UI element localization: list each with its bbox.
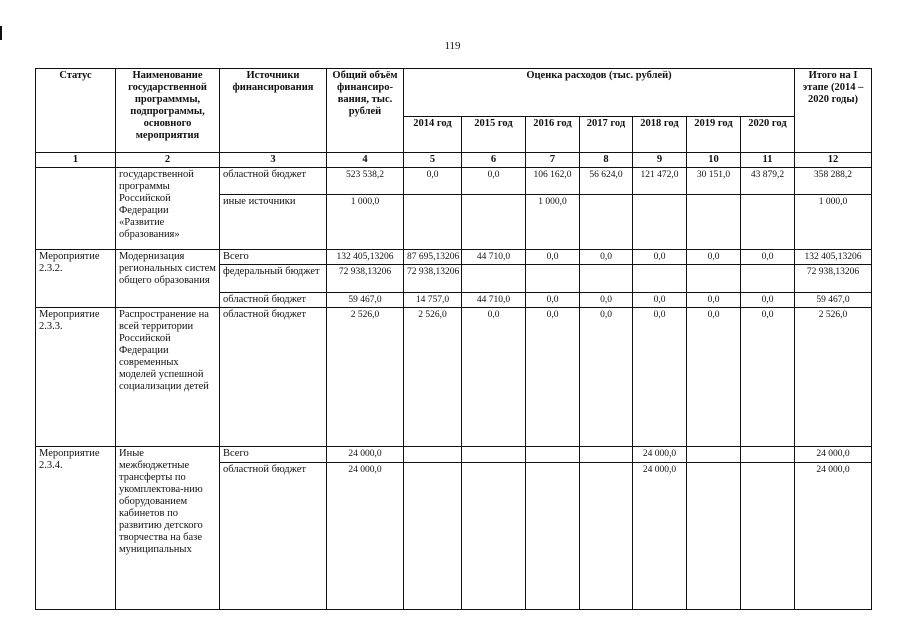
row-status: Мероприятие 2.3.2. bbox=[36, 250, 116, 308]
row-value bbox=[687, 195, 741, 250]
row-value: 0,0 bbox=[526, 308, 580, 447]
column-number: 3 bbox=[220, 153, 327, 168]
table-row bbox=[36, 168, 872, 195]
table-row bbox=[36, 250, 872, 265]
row-value bbox=[462, 195, 526, 250]
row-value bbox=[462, 447, 526, 463]
row-total: 523 538,2 bbox=[327, 168, 404, 195]
row-value: 0,0 bbox=[741, 308, 795, 447]
header-year: 2016 год bbox=[526, 117, 580, 153]
column-number: 11 bbox=[741, 153, 795, 168]
row-value bbox=[580, 195, 633, 250]
row-itogo: 132 405,13206 bbox=[795, 250, 872, 265]
row-value: 0,0 bbox=[580, 293, 633, 308]
column-number: 2 bbox=[116, 153, 220, 168]
row-value bbox=[404, 195, 462, 250]
row-value bbox=[687, 463, 741, 610]
row-itogo: 24 000,0 bbox=[795, 447, 872, 463]
scan-edge-mark bbox=[0, 26, 2, 40]
column-number: 8 bbox=[580, 153, 633, 168]
row-value bbox=[462, 463, 526, 610]
header-year: 2015 год bbox=[462, 117, 526, 153]
row-itogo: 72 938,13206 bbox=[795, 265, 872, 293]
row-value bbox=[526, 265, 580, 293]
column-number: 4 bbox=[327, 153, 404, 168]
row-value: 0,0 bbox=[633, 250, 687, 265]
row-value: 43 879,2 bbox=[741, 168, 795, 195]
header-year: 2017 год bbox=[580, 117, 633, 153]
header-year: 2018 год bbox=[633, 117, 687, 153]
row-value: 0,0 bbox=[404, 168, 462, 195]
row-value bbox=[741, 447, 795, 463]
row-value bbox=[526, 463, 580, 610]
column-number: 10 bbox=[687, 153, 741, 168]
row-value bbox=[633, 195, 687, 250]
row-value bbox=[741, 195, 795, 250]
header-status: Статус bbox=[36, 69, 116, 153]
column-number: 6 bbox=[462, 153, 526, 168]
header-year: 2019 год bbox=[687, 117, 741, 153]
row-status bbox=[36, 168, 116, 250]
row-value: 0,0 bbox=[633, 308, 687, 447]
row-value bbox=[580, 265, 633, 293]
row-total: 132 405,13206 bbox=[327, 250, 404, 265]
row-value: 14 757,0 bbox=[404, 293, 462, 308]
row-value: 44 710,0 bbox=[462, 293, 526, 308]
row-value: 2 526,0 bbox=[404, 308, 462, 447]
row-value: 56 624,0 bbox=[580, 168, 633, 195]
row-total: 59 467,0 bbox=[327, 293, 404, 308]
row-itogo: 358 288,2 bbox=[795, 168, 872, 195]
column-number: 7 bbox=[526, 153, 580, 168]
row-total: 2 526,0 bbox=[327, 308, 404, 447]
row-value: 0,0 bbox=[526, 293, 580, 308]
row-itogo: 59 467,0 bbox=[795, 293, 872, 308]
row-value: 87 695,13206 bbox=[404, 250, 462, 265]
header-itogo: Итого на I этапе (2014 – 2020 годы) bbox=[795, 69, 872, 153]
row-source: Всего bbox=[220, 250, 327, 265]
row-value: 72 938,13206 bbox=[404, 265, 462, 293]
row-value: 0,0 bbox=[526, 250, 580, 265]
column-numbers-row bbox=[36, 153, 872, 168]
row-value bbox=[741, 463, 795, 610]
page-number: 119 bbox=[444, 40, 461, 52]
row-value: 44 710,0 bbox=[462, 250, 526, 265]
column-number: 5 bbox=[404, 153, 462, 168]
row-value bbox=[580, 447, 633, 463]
row-value bbox=[687, 447, 741, 463]
row-total: 24 000,0 bbox=[327, 447, 404, 463]
row-value bbox=[687, 265, 741, 293]
header-row bbox=[36, 69, 872, 117]
row-value: 0,0 bbox=[580, 308, 633, 447]
row-value: 0,0 bbox=[687, 293, 741, 308]
row-value: 106 162,0 bbox=[526, 168, 580, 195]
row-itogo: 2 526,0 bbox=[795, 308, 872, 447]
row-value: 1 000,0 bbox=[526, 195, 580, 250]
row-value bbox=[580, 463, 633, 610]
row-value bbox=[462, 265, 526, 293]
row-source: областной бюджет bbox=[220, 168, 327, 195]
row-total: 24 000,0 bbox=[327, 463, 404, 610]
header-estimate: Оценка расходов (тыс. рублей) bbox=[404, 69, 795, 117]
row-value bbox=[526, 447, 580, 463]
header-year: 2014 год bbox=[404, 117, 462, 153]
row-total: 72 938,13206 bbox=[327, 265, 404, 293]
row-value: 0,0 bbox=[687, 308, 741, 447]
row-source: областной бюджет bbox=[220, 293, 327, 308]
row-name: Модернизация региональных систем общего образования bbox=[116, 250, 220, 308]
header-sources: Источники финансирования bbox=[220, 69, 327, 153]
row-name: государственной программы Российской Федерации «Развитие образования» bbox=[116, 168, 220, 250]
column-number: 1 bbox=[36, 153, 116, 168]
row-value: 24 000,0 bbox=[633, 463, 687, 610]
row-value bbox=[741, 265, 795, 293]
row-source: иные источники bbox=[220, 195, 327, 250]
column-number: 9 bbox=[633, 153, 687, 168]
row-value: 121 472,0 bbox=[633, 168, 687, 195]
row-value bbox=[404, 447, 462, 463]
row-value: 0,0 bbox=[687, 250, 741, 265]
row-total: 1 000,0 bbox=[327, 195, 404, 250]
row-source: Всего bbox=[220, 447, 327, 463]
header-name: Наименование государственной программмы, подпрограммы, основного мероприятия bbox=[116, 69, 220, 153]
row-status: Мероприятие 2.3.3. bbox=[36, 308, 116, 447]
table-row bbox=[36, 447, 872, 463]
row-value bbox=[404, 463, 462, 610]
row-source: областной бюджет bbox=[220, 308, 327, 447]
row-name: Иные межбюджетные трансферты по укомплектова-нию оборудованием кабинетов по развитию детского творчества на базе муниципальных bbox=[116, 447, 220, 610]
row-value: 0,0 bbox=[580, 250, 633, 265]
header-year: 2020 год bbox=[741, 117, 795, 153]
row-value: 0,0 bbox=[462, 308, 526, 447]
header-total: Общий объём финансиро-вания, тыс. рублей bbox=[327, 69, 404, 153]
row-itogo: 24 000,0 bbox=[795, 463, 872, 610]
row-value: 24 000,0 bbox=[633, 447, 687, 463]
budget-table bbox=[35, 68, 872, 610]
row-source: областной бюджет bbox=[220, 463, 327, 610]
row-value: 0,0 bbox=[633, 293, 687, 308]
column-number: 12 bbox=[795, 153, 872, 168]
row-status: Мероприятие 2.3.4. bbox=[36, 447, 116, 610]
row-source: федеральный бюджет bbox=[220, 265, 327, 293]
row-value: 0,0 bbox=[741, 250, 795, 265]
row-name: Распространение на всей территории Российской Федерации современных моделей успешной социализации детей bbox=[116, 308, 220, 447]
table-row bbox=[36, 308, 872, 447]
row-value: 0,0 bbox=[741, 293, 795, 308]
row-value: 0,0 bbox=[462, 168, 526, 195]
row-itogo: 1 000,0 bbox=[795, 195, 872, 250]
row-value: 30 151,0 bbox=[687, 168, 741, 195]
row-value bbox=[633, 265, 687, 293]
